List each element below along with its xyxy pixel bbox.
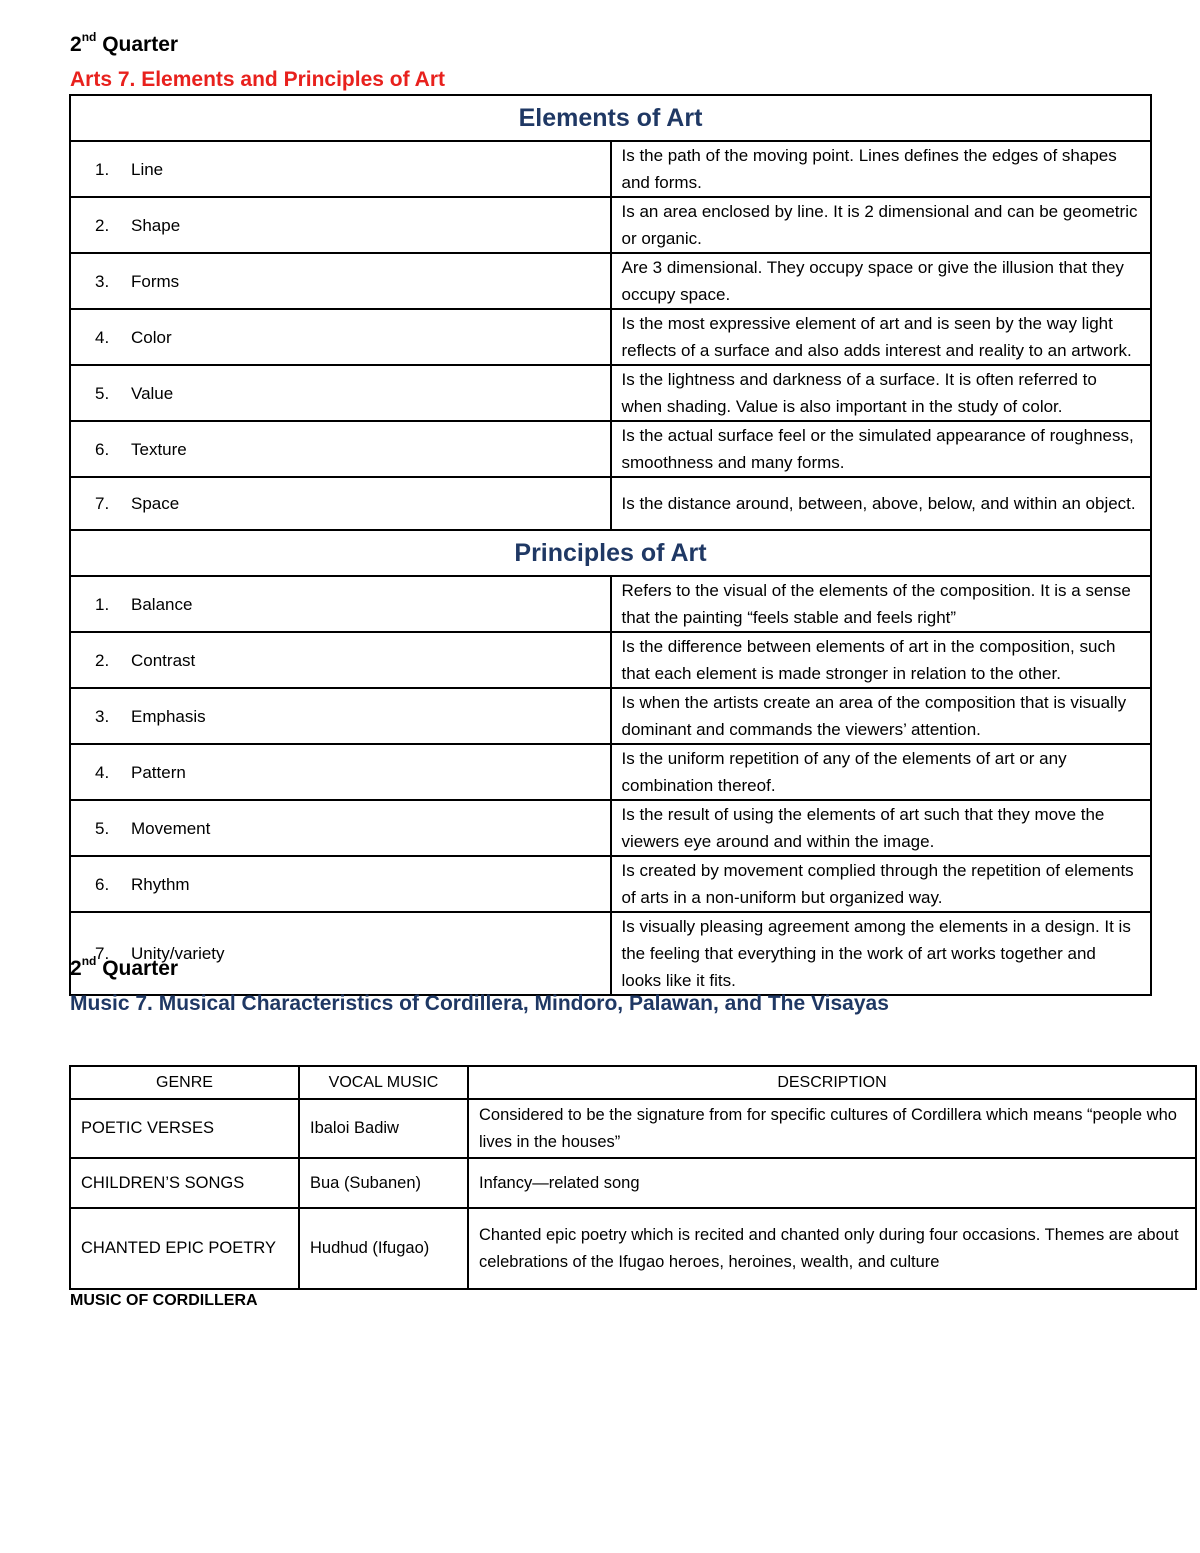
table-row — [70, 141, 1151, 197]
element-term: 5. Value — [70, 365, 611, 421]
genre-header: GENRE — [70, 1066, 299, 1099]
description-cell: Infancy—related song — [468, 1158, 1196, 1208]
table-row — [70, 253, 1151, 309]
principle-description: Is when the artists create an area of the composition that is visually dominant and commands the viewers’ attention. — [611, 688, 1152, 744]
element-term: 2. Shape — [70, 197, 611, 253]
vocal-music-header: VOCAL MUSIC — [299, 1066, 468, 1099]
table-row — [70, 800, 1151, 856]
principle-description: Is the uniform repetition of any of the elements of art or any combination thereof. — [611, 744, 1152, 800]
music-genre-table — [69, 1065, 1197, 1290]
element-description: Is an area enclosed by line. It is 2 dimensional and can be geometric or organic. — [611, 197, 1152, 253]
element-term: 4. Color — [70, 309, 611, 365]
element-term: 3. Forms — [70, 253, 611, 309]
element-description: Is the path of the moving point. Lines defines the edges of shapes and forms. — [611, 141, 1152, 197]
music-quarter-label: 2nd Quarter — [70, 954, 179, 980]
principle-term: 1. Balance — [70, 576, 611, 632]
element-term: 6. Texture — [70, 421, 611, 477]
genre-cell: CHANTED EPIC POETRY — [70, 1208, 299, 1289]
vocal-music-cell: Hudhud (Ifugao) — [299, 1208, 468, 1289]
table-row — [70, 912, 1151, 995]
description-cell: Considered to be the signature from for specific cultures of Cordillera which means “people who lives in the houses” — [468, 1099, 1196, 1158]
principle-description: Is the difference between elements of art in the composition, such that each element is made stronger in relation to the other. — [611, 632, 1152, 688]
element-term: 1. Line — [70, 141, 611, 197]
table-row — [70, 688, 1151, 744]
principles-heading: Principles of Art — [70, 530, 1151, 576]
table-row — [70, 632, 1151, 688]
principle-term: 4. Pattern — [70, 744, 611, 800]
principle-description: Is visually pleasing agreement among the elements in a design. It is the feeling that everything in the work of art works together and looks like it fits. — [611, 912, 1152, 995]
music-caption: MUSIC OF CORDILLERA — [70, 1292, 258, 1309]
principle-description: Is created by movement complied through the repetition of elements of arts in a non-uniform but organized way. — [611, 856, 1152, 912]
element-description: Is the most expressive element of art and is seen by the way light reflects of a surface and also adds interest and reality to an artwork. — [611, 309, 1152, 365]
table-row — [70, 1158, 1196, 1208]
table-row — [70, 309, 1151, 365]
table-row — [70, 856, 1151, 912]
elements-principles-table — [69, 94, 1152, 996]
genre-cell: CHILDREN’S SONGS — [70, 1158, 299, 1208]
vocal-music-cell: Ibaloi Badiw — [299, 1099, 468, 1158]
element-description: Is the lightness and darkness of a surface. It is often referred to when shading. Value is also important in the study of color. — [611, 365, 1152, 421]
genre-cell: POETIC VERSES — [70, 1099, 299, 1158]
principle-term: 7. Unity/variety — [70, 912, 611, 995]
element-description: Are 3 dimensional. They occupy space or give the illusion that they occupy space. — [611, 253, 1152, 309]
table-row — [70, 1208, 1196, 1289]
principle-description: Refers to the visual of the elements of the composition. It is a sense that the painting “feels stable and feels right” — [611, 576, 1152, 632]
principle-term: 2. Contrast — [70, 632, 611, 688]
table-row — [70, 576, 1151, 632]
principle-term: 6. Rhythm — [70, 856, 611, 912]
arts-title: Arts 7. Elements and Principles of Art — [70, 68, 445, 91]
description-cell: Chanted epic poetry which is recited and chanted only during four occasions. Themes are about celebrations of the Ifugao heroes, heroines, wealth, and culture — [468, 1208, 1196, 1289]
elements-heading: Elements of Art — [70, 95, 1151, 141]
description-header: DESCRIPTION — [468, 1066, 1196, 1099]
principle-description: Is the result of using the elements of art such that they move the viewers eye around and within the image. — [611, 800, 1152, 856]
principle-term: 3. Emphasis — [70, 688, 611, 744]
element-description: Is the actual surface feel or the simulated appearance of roughness, smoothness and many forms. — [611, 421, 1152, 477]
table-row — [70, 744, 1151, 800]
table-row — [70, 477, 1151, 530]
table-row — [70, 421, 1151, 477]
table-row — [70, 365, 1151, 421]
element-description: Is the distance around, between, above, below, and within an object. — [611, 477, 1152, 530]
table-header-row — [70, 1066, 1196, 1099]
arts-quarter-label: 2nd Quarter — [70, 30, 179, 56]
vocal-music-cell: Bua (Subanen) — [299, 1158, 468, 1208]
table-row — [70, 1099, 1196, 1158]
element-term: 7. Space — [70, 477, 611, 530]
music-title: Music 7. Musical Characteristics of Cordillera, Mindoro, Palawan, and The Visayas — [70, 992, 889, 1015]
principle-term: 5. Movement — [70, 800, 611, 856]
table-row — [70, 197, 1151, 253]
